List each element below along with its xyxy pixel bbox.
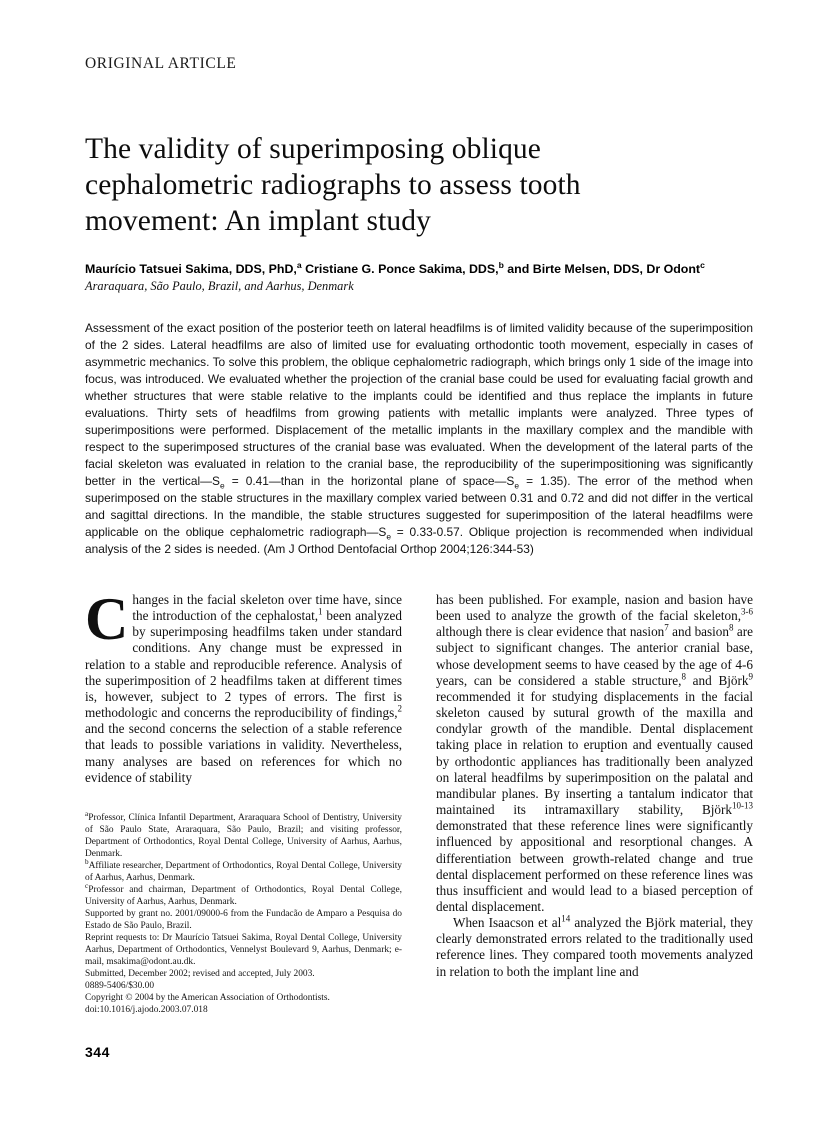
abstract-part-3: = 1.35). The error of the method when superimposed on the stable structures in the maxillary complex varied between 0.31 and 0.72 and did not differ in the vertical and sagittal directions. In the mandible, the stable structures suggested for superimposition of the lateral headfilms were applicable on the oblique cephalometric radiograph—S [85,474,753,539]
body-column-right [436,592,753,980]
author-locations: Araraquara, São Paulo, Brazil, and Aarhus, Denmark [85,279,354,293]
intro-text-c: and the second concerns the selection of a stable reference that leads to possible variations in validity. Nevertheless, many analyses are based on references for which no evidence of stability [85,721,402,785]
footnote-b-text: Affiliate researcher, Department of Orthodontics, Royal Dental College, University of Aarhus, Aarhus, Denmark. [85,861,402,883]
author-1-name: Maurício Tatsuei Sakima, DDS, PhD, [85,262,297,276]
right-text-f: recommended it for studying displacements in the facial skeleton caused by sutural growth of the maxilla and condylar growth of the mandible. Dental displacement taking place in relation to eruption and eventually caused by orthodontic appliances has traditionally been analyzed on lateral headfilms by superimposition on the palatal and mandibular planes. By inserting a tantalum indicator that maintained its intramaxillary stability, Björk [436,688,753,818]
footnotes-block [85,809,402,1016]
citation-ref-2: 2 [397,703,402,714]
author-2-name: Cristiane G. Ponce Sakima, DDS, [301,262,499,276]
footnote-issn: 0889-5406/$30.00 [85,981,155,991]
right-text-g: demonstrated that these reference lines were significantly influenced by appositional and resorptional changes. A differentiation between growth-related change and true dental displacement performed on these reference lines was thus insufficient and would lead to a biased perception of dental displacement. [436,818,753,914]
citation-ref-1: 1 [318,606,323,617]
right-text-d: are subject to significant changes. The anterior cranial base, whose development seems to have ceased by the age of 4-6 years, can be considered a stable structure, [436,624,753,688]
drop-cap: C [85,586,129,652]
article-header-block [85,55,753,558]
abstract-part-2: = 0.41—than in the horizontal plane of space—S [224,474,515,488]
footnote-c [85,881,402,908]
isaacson-text-a: When Isaacson et al [453,915,562,931]
abstract [85,320,753,558]
abstract-subscript-1: e [219,480,225,491]
body-column-left [85,586,402,786]
footnote-copyright: Copyright © 2004 by the American Association of Orthodontists. [85,993,330,1003]
right-text-e: and Björk [685,672,749,688]
page-number: 344 [85,1044,110,1060]
author-3-name: and Birte Melsen, DDS, Dr Odont [503,262,701,276]
right-text-c: and basion [668,624,729,640]
citation-ref-3-6: 3-6 [741,606,753,617]
footnote-b-marker: b [85,857,89,866]
footnote-b [85,857,402,884]
footnote-c-marker: c [85,881,89,890]
author-3-affiliation-marker: c [700,259,705,270]
footnote-a [85,809,402,860]
body-paragraph-isaacson [436,915,753,980]
footnote-submitted-date: Submitted, December 2002; revised and accepted, July 2003. [85,969,315,979]
article-type-kicker: ORIGINAL ARTICLE [85,55,237,72]
intro-text-a: hanges in the facial skeleton over time have, since the introduction of the cephalostat, [132,592,402,624]
page-title: The validity of superimposing oblique cephalometric radiographs to assess tooth movement: An implant study [85,133,581,237]
footnote-a-text: Professor, Clínica Infantil Department, Araraquara School of Dentistry, University of São Paulo State, Araraquara, São Paulo, Brazil; and visiting professor, Department of Orthodontics, Royal Dental College, University of Aarhus, Aarhus, Denmark. [85,813,402,859]
citation-ref-10-13: 10-13 [732,800,753,811]
citation-ref-9: 9 [748,671,753,682]
body-paragraph-continued [436,592,753,915]
intro-text-b: been analyzed by superimposing headfilms taken under standard conditions. Any change must be expressed in relation to a stable and reproducible reference. Analysis of the superimposition of 2 headfilms taken at different times is, however, subject to 2 types of errors. The first is methodologic and concerns the reproducibility of findings, [85,608,402,721]
footnote-doi: doi:10.1016/j.ajodo.2003.07.018 [85,1005,208,1015]
citation-ref-8: 8 [729,622,734,633]
body-paragraph-intro [85,586,402,786]
right-text-a: has been published. For example, nasion and basion have been used to analyze the growth of the facial skeleton, [436,592,753,624]
citation-ref-8b: 8 [681,671,686,682]
author-1-affiliation-marker: a [296,259,302,270]
abstract-part-4: = 0.33-0.57. Oblique projection is recommended when individual analysis of the 2 sides is needed. (Am J Orthod Dentofacial Orthop 2004;126:344-53) [85,525,753,556]
isaacson-text-b: analyzed the Björk material, they clearly demonstrated errors related to the traditionally used reference lines. They compared tooth movements analyzed in relation to both the implant line and [436,915,753,979]
citation-ref-7: 7 [664,622,669,633]
author-list [85,261,753,277]
abstract-part-1: Assessment of the exact position of the posterior teeth on lateral headfilms is of limited validity because of the superimposition of the 2 sides. Lateral headfilms are also of limited use for evaluating orthodontic tooth movement, especially in cases of asymmetric mechanics. To solve this problem, the oblique cephalometric radiograph, which brings only 1 side of the image into focus, was introduced. We evaluated whether the projection of the cranial base could be used for evaluating facial growth and whether structures that were stable relative to the implants could be identified and thus replace the implants in future evaluations. Thirty sets of headfilms from growing patients with metallic implants were analyzed. Three types of superimpositions were performed. Displacement of the metallic implants in the maxillary complex and the mandible with respect to the superimposed structures of the cranial base was evaluated. When the development of the lateral parts of the facial skeleton was evaluated in relation to the cranial base, the reproducibility of the superimpositioning was significantly better in the vertical—S [85,321,753,488]
footnote-c-text: Professor and chairman, Department of Orthodontics, Royal Dental College, University of Aarhus, Aarhus, Denmark. [85,885,402,907]
abstract-subscript-3: e [386,531,391,542]
abstract-subscript-2: e [514,480,520,491]
footnote-grant: Supported by grant no. 2001/09000-6 from the Fundacão de Amparo a Pesquisa do Estado de São Paulo, Brazil. [85,909,402,931]
citation-ref-14: 14 [561,913,571,924]
footnote-reprint-requests: Reprint requests to: Dr Maurício Tatsuei Sakima, Royal Dental College, University Aarhus, Department of Orthodontics, Vennelyst Boulevard 9, Aarhus, Denmark; e-mail, msakima@odont.au.dk. [85,933,402,967]
right-text-b: although there is clear evidence that nasion [436,624,665,640]
footnote-a-marker: a [85,809,89,818]
author-2-affiliation-marker: b [498,259,504,270]
